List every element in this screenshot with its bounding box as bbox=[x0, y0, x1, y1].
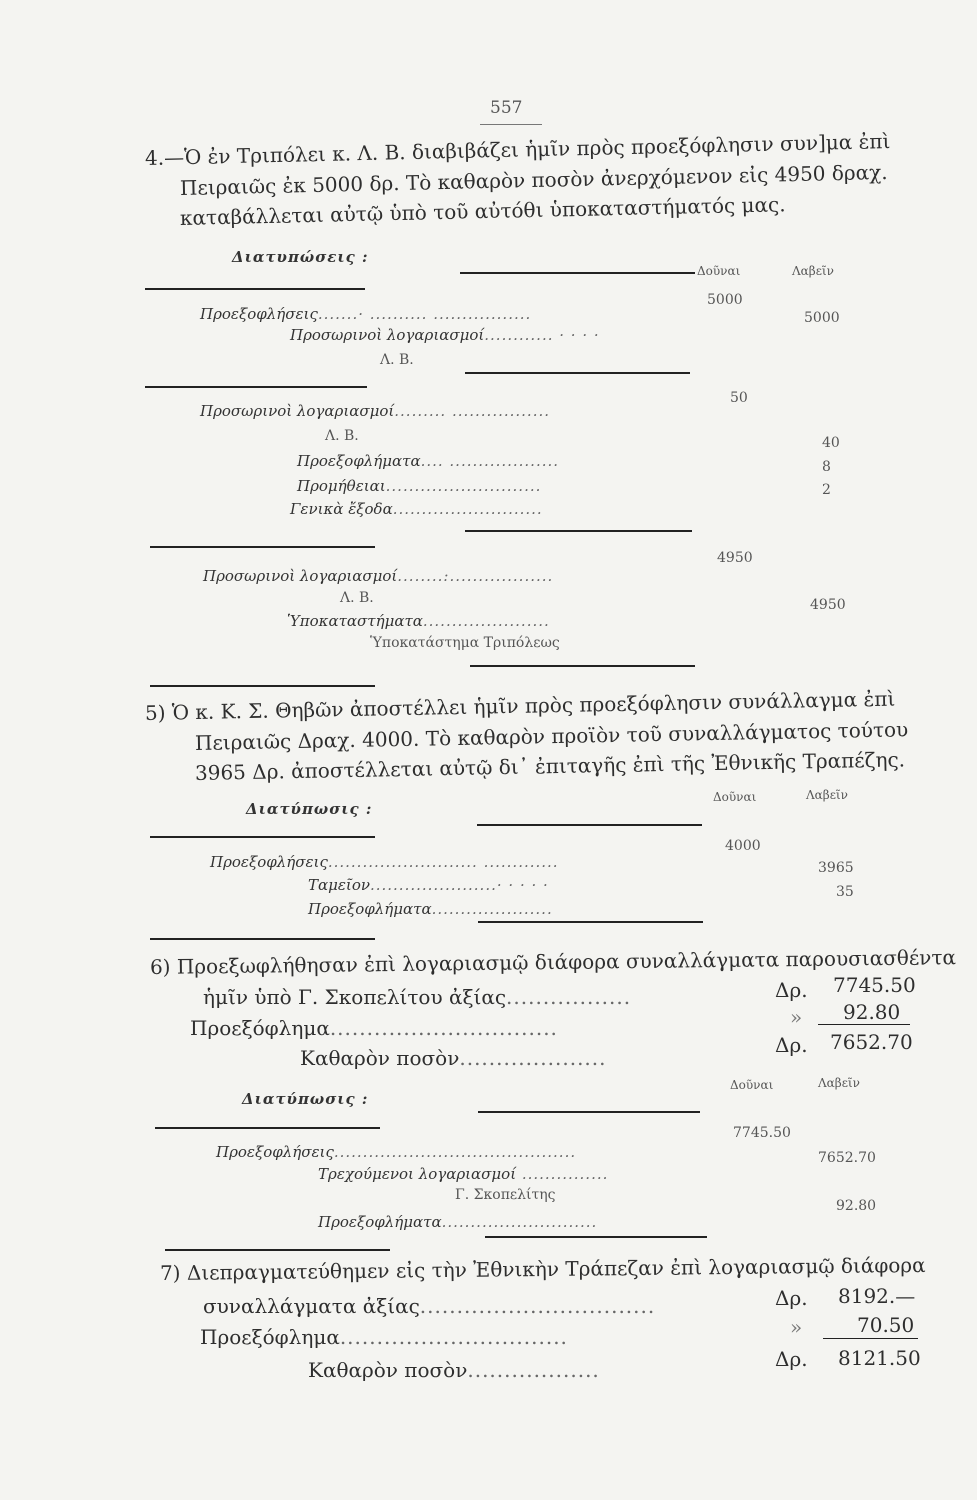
page-number-rule bbox=[480, 124, 542, 125]
s4-entry-7-label: Προσωρινοὶ λογαριασμοί bbox=[203, 567, 398, 585]
s4-entry-4-value: 40 bbox=[822, 435, 840, 451]
s4-entry-2-label: Προσωρινοὶ λογαριασμοί bbox=[290, 326, 485, 344]
s4-entry-1: Προεξοφλήσεις.......· .......... ................. bbox=[200, 305, 532, 323]
s5-entry-2-label: Ταμεῖον bbox=[308, 876, 370, 894]
s4-entry-2-sub: Λ. Β. bbox=[380, 352, 414, 368]
section6-line-4-currency: Δρ. bbox=[775, 1033, 808, 1057]
section7-line-2-text: συναλλάγματα ἀξίας bbox=[203, 1294, 420, 1318]
section6-line-3: Προεξόφλημα............................... bbox=[190, 1016, 558, 1040]
section6-line-2-value: 7745.50 bbox=[833, 973, 916, 997]
section5-rule-left-2 bbox=[150, 938, 375, 940]
section6-rule-right-2 bbox=[485, 1236, 707, 1238]
s4-entry-5: Προμήθειαι........................... bbox=[297, 477, 542, 495]
s4-entry-8: Ὑποκαταστήματα...................... bbox=[287, 612, 550, 630]
section7-line-4: Καθαρὸν ποσὸν.................. bbox=[308, 1358, 600, 1382]
s4-entry-3: Προσωρινοὶ λογαριασμοί......... ................. bbox=[200, 402, 551, 420]
section5-rule-right-1 bbox=[477, 824, 702, 826]
s5-entry-2-value: 3965 bbox=[818, 860, 854, 876]
section6-line-3-text: Προεξόφλημα bbox=[190, 1016, 330, 1040]
s6-entry-3-value: 92.80 bbox=[836, 1198, 877, 1214]
section7-line-4-text: Καθαρὸν ποσὸν bbox=[308, 1358, 468, 1382]
s4-entry-5-label: Προμήθειαι bbox=[297, 477, 386, 495]
s4-entry-7-sub: Λ. Β. bbox=[340, 590, 374, 606]
section6-col-labein: Λαβεῖν bbox=[818, 1076, 860, 1090]
section7-line-3-currency: » bbox=[790, 1315, 803, 1339]
section7-line-3-text: Προεξόφλημα bbox=[200, 1325, 340, 1349]
section4-rule-right-4 bbox=[470, 665, 695, 667]
s4-entry-1-label: Προεξοφλήσεις bbox=[200, 305, 318, 323]
section7-line-4-currency: Δρ. bbox=[775, 1347, 808, 1371]
s6-entry-2: Τρεχούμενοι λογαριασμοί ............... bbox=[318, 1165, 609, 1183]
s6-entry-2-label: Τρεχούμενοι λογαριασμοί bbox=[318, 1165, 517, 1183]
s4-entry-8-label: Ὑποκαταστήματα bbox=[287, 612, 423, 630]
section5-col-labein: Λαβεῖν bbox=[806, 788, 848, 802]
section7-line-4-value: 8121.50 bbox=[838, 1346, 921, 1370]
section6-line-2: ἡμῖν ὑπὸ Γ. Σκοπελίτου ἀξίας................. bbox=[203, 985, 632, 1009]
s4-entry-2: Προσωρινοὶ λογαριασμοί............ · · · · bbox=[290, 326, 600, 344]
section5-line-2: Πειραιῶς Δραχ. 4000. Τὸ καθαρὸν προϊὸν τοῦ συναλλάγματος τούτου bbox=[194, 717, 909, 755]
section4-rule-left-1 bbox=[145, 288, 365, 290]
section5-line-1: 5) Ὁ κ. Κ. Σ. Θηβῶν ἀποστέλλει ἡμῖν πρὸς προεξόφλησιν συνάλλαγμα ἐπὶ bbox=[144, 686, 896, 725]
section5-col-dounai: Δοῦναι bbox=[713, 790, 757, 804]
s4-entry-8-sub: Ὑποκατάστημα Τριπόλεως bbox=[370, 635, 560, 651]
s5-entry-1-value: 4000 bbox=[725, 838, 761, 854]
section4-line-2: Πειραιῶς ἐκ 5000 δρ. Τὸ καθαρὸν ποσὸν ἀνερχόμενον εἰς 4950 δραχ. bbox=[179, 159, 888, 200]
s5-entry-3-value: 35 bbox=[836, 884, 854, 900]
s4-entry-6: Γενικὰ ἔξοδα.......................... bbox=[290, 500, 543, 518]
section4-rule-left-2 bbox=[145, 386, 367, 388]
s4-entry-3-label: Προσωρινοὶ λογαριασμοί bbox=[200, 402, 395, 420]
section4-rule-right-1 bbox=[460, 272, 695, 274]
s4-entry-4: Προεξοφλήματα.... ................... bbox=[297, 452, 560, 470]
s6-entry-1-label: Προεξοφλήσεις bbox=[216, 1143, 334, 1161]
section5-heading: Διατύπωσις : bbox=[246, 800, 373, 818]
section6-rule-right-1 bbox=[478, 1111, 700, 1113]
s5-entry-3-label: Προεξοφλήματα bbox=[308, 900, 432, 918]
s4-entry-6-label: Γενικὰ ἔξοδα bbox=[290, 500, 393, 518]
section7-line-2-currency: Δρ. bbox=[775, 1286, 808, 1310]
section6-line-1: 6) Προεξωφλήθησαν ἐπὶ λογαριασμῷ διάφορα συναλλάγματα παρουσιασθέντα bbox=[149, 945, 957, 979]
s6-entry-3: Προεξοφλήματα........................... bbox=[318, 1213, 598, 1231]
s6-entry-2-sub: Γ. Σκοπελίτης bbox=[455, 1187, 556, 1203]
section6-line-3-value: 92.80 bbox=[843, 1000, 901, 1024]
section6-col-dounai: Δοῦναι bbox=[730, 1078, 774, 1092]
section6-line-2-text: ἡμῖν ὑπὸ Γ. Σκοπελίτου ἀξίας bbox=[203, 985, 507, 1009]
section4-rule-right-3 bbox=[465, 530, 692, 532]
section4-rule-right-2 bbox=[465, 372, 690, 374]
s4-entry-7: Προσωρινοὶ λογαριασμοί........:.................. bbox=[203, 567, 554, 585]
s4-entry-7-value: 4950 bbox=[717, 550, 753, 566]
section6-rule-left-1 bbox=[155, 1127, 380, 1129]
section6-line-4-value: 7652.70 bbox=[830, 1030, 913, 1054]
s4-entry-3-sub: Λ. Β. bbox=[325, 428, 359, 444]
s4-entry-1-value: 5000 bbox=[707, 292, 743, 308]
section4-col-labein: Λαβεῖν bbox=[792, 264, 834, 278]
s5-entry-1-label: Προεξοφλήσεις bbox=[210, 853, 328, 871]
section7-line-2: συναλλάγματα ἀξίας................................ bbox=[203, 1294, 656, 1318]
s4-entry-2-value: 5000 bbox=[804, 310, 840, 326]
section6-rule-left-2 bbox=[165, 1249, 390, 1251]
section6-line-2-currency: Δρ. bbox=[775, 978, 808, 1002]
s4-entry-4-label: Προεξοφλήματα bbox=[297, 452, 421, 470]
s4-entry-3-value: 50 bbox=[730, 390, 748, 406]
s6-entry-1-value: 7745.50 bbox=[733, 1125, 791, 1141]
s5-entry-3: Προεξοφλήματα..................... bbox=[308, 900, 553, 918]
section5-line-3: 3965 Δρ. ἀποστέλλεται αὐτῷ δι᾿ ἐπιταγῆς ἐπὶ τῆς Ἐθνικῆς Τραπέζης. bbox=[194, 747, 906, 785]
s5-entry-2: Ταμεῖον......................· · · · · bbox=[308, 876, 549, 894]
s4-entry-8-value: 4950 bbox=[810, 597, 846, 613]
section4-line-3: καταβάλλεται αὐτῷ ὑπὸ τοῦ αὐτόθι ὑποκαταστήματός μας. bbox=[179, 192, 786, 230]
section7-line-3-value: 70.50 bbox=[857, 1313, 915, 1337]
section4-rule-left-4 bbox=[150, 685, 375, 687]
section6-line-4-text: Καθαρὸν ποσὸν bbox=[300, 1046, 460, 1070]
s4-entry-6-value: 2 bbox=[822, 482, 831, 498]
section5-rule-right-2 bbox=[478, 921, 703, 923]
section4-heading: Διατυπώσεις : bbox=[232, 248, 369, 266]
section4-rule-left-3 bbox=[150, 546, 375, 548]
section6-sum-rule bbox=[818, 1024, 910, 1025]
s4-entry-5-value: 8 bbox=[822, 459, 831, 475]
section7-line-2-value: 8192.— bbox=[838, 1284, 916, 1308]
section6-heading: Διατύπωσις : bbox=[242, 1090, 369, 1108]
section5-rule-left-1 bbox=[150, 836, 375, 838]
section4-line-1: 4.—Ὁ ἐν Τριπόλει κ. Λ. Β. διαβιβάζει ἡμῖν πρὸς προεξόφλησιν συν]μα ἐπὶ bbox=[144, 129, 891, 170]
s5-entry-1: Προεξοφλήσεις.......................... ............. bbox=[210, 853, 559, 871]
section7-sum-rule bbox=[823, 1338, 918, 1339]
section6-line-3-currency: » bbox=[790, 1005, 803, 1029]
section6-line-4: Καθαρὸν ποσὸν.................... bbox=[300, 1046, 607, 1070]
s6-entry-2-value: 7652.70 bbox=[818, 1150, 876, 1166]
section4-col-dounai: Δοῦναι bbox=[697, 264, 741, 278]
page-number: 557 bbox=[490, 98, 523, 118]
s6-entry-1: Προεξοφλήσεις.......................................... bbox=[216, 1143, 577, 1161]
s6-entry-3-label: Προεξοφλήματα bbox=[318, 1213, 442, 1231]
section7-line-3: Προεξόφλημα............................... bbox=[200, 1325, 568, 1349]
section7-line-1: 7) Διεπραγματεύθημεν εἰς τὴν Ἐθνικὴν Τράπεζαν ἐπὶ λογαριασμῷ διάφορα bbox=[159, 1252, 926, 1285]
